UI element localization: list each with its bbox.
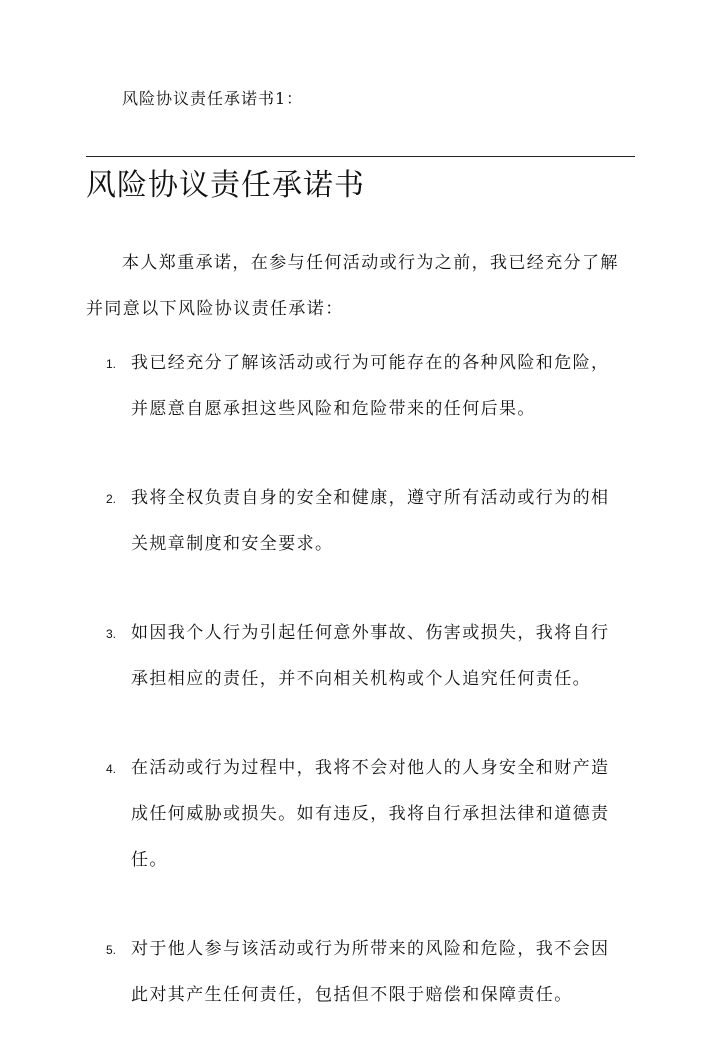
commitment-item [0, 926, 720, 1018]
intro-paragraph: 本人郑重承诺，在参与任何活动或行为之前，我已经充分了解并同意以下风险协议责任承诺： [86, 253, 619, 319]
item-text: 我将全权负责自身的安全和健康，遵守所有活动或行为的相关规章制度和安全要求。 [131, 488, 610, 554]
commitment-item [0, 745, 720, 883]
item-number: 1. [106, 357, 117, 371]
item-number: 4. [106, 762, 117, 776]
item-number: 2. [106, 492, 117, 506]
document-title: 风险协议责任承诺书 [86, 168, 365, 203]
item-text: 如因我个人行为引起任何意外事故、伤害或损失，我将自行承担相应的责任，并不向相关机构或个人追究任何责任。 [131, 623, 610, 689]
commitment-item [0, 340, 720, 432]
item-number: 5. [106, 943, 117, 957]
item-text: 我已经充分了解该活动或行为可能存在的各种风险和危险，并愿意自愿承担这些风险和危险带来的任何后果。 [131, 353, 610, 419]
commitment-list [0, 340, 720, 1061]
document-label: 风险协议责任承诺书1： [122, 89, 304, 108]
item-text: 对于他人参与该活动或行为所带来的风险和危险，我不会因此对其产生任何责任，包括但不限于赔偿和保障责任。 [131, 939, 610, 1005]
title-divider [86, 156, 635, 157]
item-number: 3. [106, 627, 117, 641]
item-text: 在活动或行为过程中，我将不会对他人的人身安全和财产造成任何威胁或损失。如有违反，我将自行承担法律和道德责任。 [131, 758, 610, 870]
commitment-item [0, 475, 720, 567]
commitment-item [0, 610, 720, 702]
